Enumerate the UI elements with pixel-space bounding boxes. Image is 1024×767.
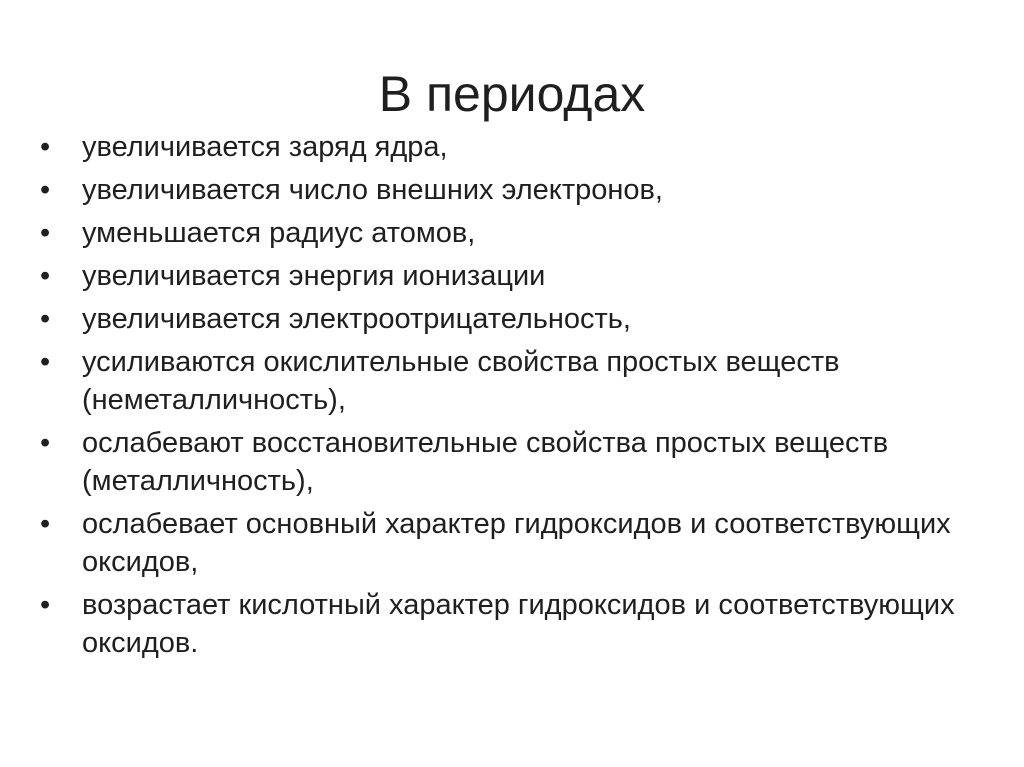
- bullet-text: увеличивается энергия ионизации: [82, 260, 546, 292]
- bullet-icon: •: [40, 427, 51, 459]
- bullet-text: возрастает кислотный характер гидроксидов и соответствующих оксидов.: [82, 589, 955, 659]
- bullet-icon: •: [40, 217, 51, 249]
- list-item: [40, 505, 990, 581]
- list-item: [40, 300, 990, 338]
- bullet-text: увеличивается электроотрицательность,: [82, 303, 631, 335]
- list-item: [40, 128, 990, 166]
- list-item: [40, 343, 990, 419]
- bullet-icon: •: [40, 346, 51, 378]
- bullet-icon: •: [40, 508, 51, 540]
- bullet-icon: •: [40, 260, 51, 292]
- bullet-list: [40, 128, 990, 667]
- list-item: [40, 586, 990, 662]
- bullet-icon: •: [40, 303, 51, 335]
- bullet-icon: •: [40, 174, 51, 206]
- list-item: [40, 257, 990, 295]
- bullet-icon: •: [40, 589, 51, 621]
- bullet-text: ослабевает основный характер гидроксидов и соответствующих оксидов,: [82, 508, 951, 578]
- list-item: [40, 424, 990, 500]
- bullet-text: увеличивается число внешних электронов,: [82, 174, 663, 206]
- bullet-text: усиливаются окислительные свойства простых веществ (неметалличность),: [82, 346, 840, 416]
- bullet-text: ослабевают восстановительные свойства простых веществ (металличность),: [82, 427, 889, 497]
- list-item: [40, 214, 990, 252]
- bullet-text: увеличивается заряд ядра,: [82, 131, 448, 163]
- bullet-text: уменьшается радиус атомов,: [82, 217, 476, 249]
- slide-title: В периодах: [378, 66, 646, 122]
- list-item: [40, 171, 990, 209]
- bullet-icon: •: [40, 131, 51, 163]
